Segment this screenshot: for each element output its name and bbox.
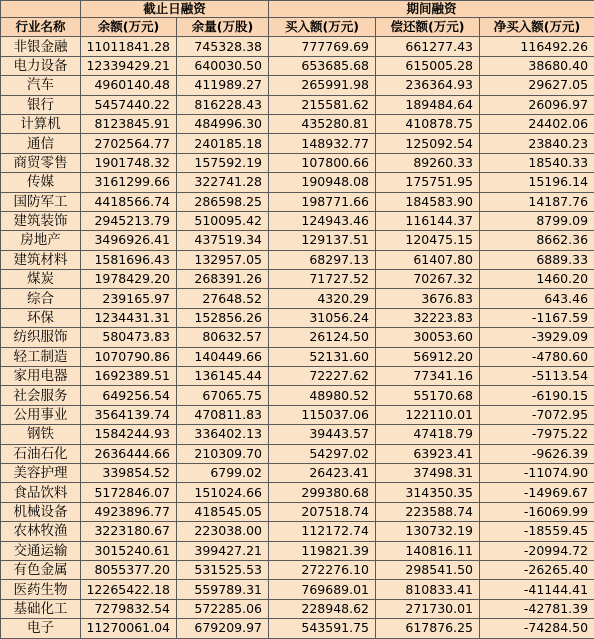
industry-name-cell: 综合 xyxy=(1,289,81,308)
net-buy-cell: 643.46 xyxy=(480,289,594,308)
balance-cell: 1584244.93 xyxy=(81,425,177,444)
buy-amount-cell: 112172.74 xyxy=(269,522,376,541)
shares-cell: 816228.43 xyxy=(177,95,269,114)
industry-name-cell: 有色金属 xyxy=(1,560,81,579)
column-header-balance: 余额(万元) xyxy=(81,18,177,37)
balance-cell: 1901748.32 xyxy=(81,153,177,172)
balance-cell: 649256.54 xyxy=(81,386,177,405)
balance-cell: 239165.97 xyxy=(81,289,177,308)
shares-cell: 336402.13 xyxy=(177,425,269,444)
buy-amount-cell: 48980.52 xyxy=(269,386,376,405)
shares-cell: 411989.27 xyxy=(177,76,269,95)
balance-cell: 1692389.51 xyxy=(81,367,177,386)
industry-name-cell: 医药生物 xyxy=(1,580,81,599)
buy-amount-cell: 4320.29 xyxy=(269,289,376,308)
net-buy-cell: -7975.22 xyxy=(480,425,594,444)
net-buy-cell: 1460.20 xyxy=(480,270,594,289)
industry-name-cell: 通信 xyxy=(1,134,81,153)
industry-name-cell: 钢铁 xyxy=(1,425,81,444)
net-buy-cell: 26096.97 xyxy=(480,95,594,114)
shares-cell: 268391.26 xyxy=(177,270,269,289)
buy-amount-cell: 769689.01 xyxy=(269,580,376,599)
net-buy-cell: -42781.39 xyxy=(480,599,594,618)
shares-cell: 152856.26 xyxy=(177,308,269,327)
header-blank-cell xyxy=(1,1,81,18)
net-buy-cell: -6190.15 xyxy=(480,386,594,405)
repay-amount-cell: 3676.83 xyxy=(376,289,480,308)
buy-amount-cell: 265991.98 xyxy=(269,76,376,95)
industry-name-cell: 计算机 xyxy=(1,114,81,133)
net-buy-cell: 116492.26 xyxy=(480,37,594,56)
repay-amount-cell: 30053.60 xyxy=(376,328,480,347)
net-buy-cell: 8799.09 xyxy=(480,211,594,230)
balance-cell: 3564139.74 xyxy=(81,405,177,424)
buy-amount-cell: 52131.60 xyxy=(269,347,376,366)
shares-cell: 136145.44 xyxy=(177,367,269,386)
shares-cell: 437519.34 xyxy=(177,231,269,250)
repay-amount-cell: 184583.90 xyxy=(376,192,480,211)
net-buy-cell: -7072.95 xyxy=(480,405,594,424)
buy-amount-cell: 190948.08 xyxy=(269,173,376,192)
table-row xyxy=(1,56,594,75)
table-row xyxy=(1,153,594,172)
repay-amount-cell: 55170.68 xyxy=(376,386,480,405)
balance-cell: 1978429.20 xyxy=(81,270,177,289)
shares-cell: 470811.83 xyxy=(177,405,269,424)
repay-amount-cell: 617876.25 xyxy=(376,619,480,638)
table-row xyxy=(1,541,594,560)
header-group-period: 期间融资 xyxy=(269,1,594,18)
industry-name-cell: 公用事业 xyxy=(1,405,81,424)
table-row xyxy=(1,502,594,521)
table-row xyxy=(1,328,594,347)
table-row xyxy=(1,76,594,95)
shares-cell: 418545.05 xyxy=(177,502,269,521)
industry-name-cell: 轻工制造 xyxy=(1,347,81,366)
industry-name-cell: 机械设备 xyxy=(1,502,81,521)
industry-name-cell: 国防军工 xyxy=(1,192,81,211)
buy-amount-cell: 107800.66 xyxy=(269,153,376,172)
shares-cell: 559789.31 xyxy=(177,580,269,599)
shares-cell: 240185.18 xyxy=(177,134,269,153)
industry-name-cell: 环保 xyxy=(1,308,81,327)
buy-amount-cell: 198771.66 xyxy=(269,192,376,211)
net-buy-cell: -41144.41 xyxy=(480,580,594,599)
buy-amount-cell: 26124.50 xyxy=(269,328,376,347)
industry-name-cell: 美容护理 xyxy=(1,463,81,482)
industry-name-cell: 非银金融 xyxy=(1,37,81,56)
table-row xyxy=(1,347,594,366)
buy-amount-cell: 215581.62 xyxy=(269,95,376,114)
industry-name-cell: 农林牧渔 xyxy=(1,522,81,541)
net-buy-cell: 8662.36 xyxy=(480,231,594,250)
buy-amount-cell: 653685.68 xyxy=(269,56,376,75)
balance-cell: 1234431.31 xyxy=(81,308,177,327)
balance-cell: 11011841.28 xyxy=(81,37,177,56)
repay-amount-cell: 189484.64 xyxy=(376,95,480,114)
balance-cell: 3223180.67 xyxy=(81,522,177,541)
repay-amount-cell: 63923.41 xyxy=(376,444,480,463)
repay-amount-cell: 120475.15 xyxy=(376,231,480,250)
balance-cell: 12339429.21 xyxy=(81,56,177,75)
column-header-buy: 买入额(万元) xyxy=(269,18,376,37)
net-buy-cell: -26265.40 xyxy=(480,560,594,579)
buy-amount-cell: 31056.24 xyxy=(269,308,376,327)
repay-amount-cell: 47418.79 xyxy=(376,425,480,444)
buy-amount-cell: 71727.52 xyxy=(269,270,376,289)
table-row xyxy=(1,173,594,192)
net-buy-cell: 23840.23 xyxy=(480,134,594,153)
balance-cell: 12265422.18 xyxy=(81,580,177,599)
table-row xyxy=(1,599,594,618)
repay-amount-cell: 37498.31 xyxy=(376,463,480,482)
balance-cell: 2636444.66 xyxy=(81,444,177,463)
shares-cell: 67065.75 xyxy=(177,386,269,405)
table-header xyxy=(1,1,594,37)
net-buy-cell: 38680.40 xyxy=(480,56,594,75)
industry-name-cell: 食品饮料 xyxy=(1,483,81,502)
table-row xyxy=(1,211,594,230)
balance-cell: 1581696.43 xyxy=(81,250,177,269)
table-row xyxy=(1,134,594,153)
net-buy-cell: -16069.99 xyxy=(480,502,594,521)
shares-cell: 223038.00 xyxy=(177,522,269,541)
balance-cell: 3161299.66 xyxy=(81,173,177,192)
table-row xyxy=(1,405,594,424)
industry-name-cell: 银行 xyxy=(1,95,81,114)
shares-cell: 210309.70 xyxy=(177,444,269,463)
table-row xyxy=(1,37,594,56)
buy-amount-cell: 129137.51 xyxy=(269,231,376,250)
repay-amount-cell: 175751.95 xyxy=(376,173,480,192)
table-row xyxy=(1,463,594,482)
shares-cell: 157592.19 xyxy=(177,153,269,172)
repay-amount-cell: 89260.33 xyxy=(376,153,480,172)
table-row xyxy=(1,289,594,308)
balance-cell: 8123845.91 xyxy=(81,114,177,133)
net-buy-cell: 18540.33 xyxy=(480,153,594,172)
industry-name-cell: 基础化工 xyxy=(1,599,81,618)
industry-name-cell: 纺织服饰 xyxy=(1,328,81,347)
industry-name-cell: 汽车 xyxy=(1,76,81,95)
shares-cell: 745328.38 xyxy=(177,37,269,56)
repay-amount-cell: 615005.28 xyxy=(376,56,480,75)
industry-name-cell: 家用电器 xyxy=(1,367,81,386)
repay-amount-cell: 314350.35 xyxy=(376,483,480,502)
table-row xyxy=(1,114,594,133)
repay-amount-cell: 61407.80 xyxy=(376,250,480,269)
table-row xyxy=(1,522,594,541)
buy-amount-cell: 124943.46 xyxy=(269,211,376,230)
shares-cell: 322741.28 xyxy=(177,173,269,192)
table-row xyxy=(1,308,594,327)
buy-amount-cell: 26423.41 xyxy=(269,463,376,482)
shares-cell: 27648.52 xyxy=(177,289,269,308)
table-row xyxy=(1,386,594,405)
balance-cell: 339854.52 xyxy=(81,463,177,482)
shares-cell: 679209.97 xyxy=(177,619,269,638)
header-columns-row xyxy=(1,18,594,37)
buy-amount-cell: 543591.75 xyxy=(269,619,376,638)
repay-amount-cell: 125092.54 xyxy=(376,134,480,153)
header-group-row xyxy=(1,1,594,18)
table-row xyxy=(1,560,594,579)
repay-amount-cell: 223588.74 xyxy=(376,502,480,521)
net-buy-cell: -4780.60 xyxy=(480,347,594,366)
industry-name-cell: 房地产 xyxy=(1,231,81,250)
balance-cell: 8055377.20 xyxy=(81,560,177,579)
repay-amount-cell: 116144.37 xyxy=(376,211,480,230)
shares-cell: 80632.57 xyxy=(177,328,269,347)
shares-cell: 140449.66 xyxy=(177,347,269,366)
net-buy-cell: -11074.90 xyxy=(480,463,594,482)
buy-amount-cell: 777769.69 xyxy=(269,37,376,56)
shares-cell: 510095.42 xyxy=(177,211,269,230)
buy-amount-cell: 39443.57 xyxy=(269,425,376,444)
repay-amount-cell: 661277.43 xyxy=(376,37,480,56)
repay-amount-cell: 410878.75 xyxy=(376,114,480,133)
balance-cell: 3496926.41 xyxy=(81,231,177,250)
net-buy-cell: -1167.59 xyxy=(480,308,594,327)
buy-amount-cell: 435280.81 xyxy=(269,114,376,133)
column-header-repay: 偿还额(万元) xyxy=(376,18,480,37)
industry-name-cell: 石油石化 xyxy=(1,444,81,463)
buy-amount-cell: 228948.62 xyxy=(269,599,376,618)
table-row xyxy=(1,425,594,444)
table-row xyxy=(1,231,594,250)
net-buy-cell: 29627.05 xyxy=(480,76,594,95)
industry-name-cell: 建筑装饰 xyxy=(1,211,81,230)
table-row xyxy=(1,483,594,502)
buy-amount-cell: 54297.02 xyxy=(269,444,376,463)
repay-amount-cell: 810833.41 xyxy=(376,580,480,599)
balance-cell: 11270061.04 xyxy=(81,619,177,638)
repay-amount-cell: 32223.83 xyxy=(376,308,480,327)
net-buy-cell: -74284.50 xyxy=(480,619,594,638)
repay-amount-cell: 56912.20 xyxy=(376,347,480,366)
table-row xyxy=(1,367,594,386)
net-buy-cell: -20994.72 xyxy=(480,541,594,560)
net-buy-cell: 6889.33 xyxy=(480,250,594,269)
column-header-net-buy: 净买入额(万元) xyxy=(480,18,594,37)
column-header-industry: 行业名称 xyxy=(1,18,81,37)
balance-cell: 2945213.79 xyxy=(81,211,177,230)
header-group-stock: 截止日融资 xyxy=(81,1,269,18)
column-header-shares: 余量(万股) xyxy=(177,18,269,37)
repay-amount-cell: 236364.93 xyxy=(376,76,480,95)
buy-amount-cell: 119821.39 xyxy=(269,541,376,560)
net-buy-cell: -18559.45 xyxy=(480,522,594,541)
table-row xyxy=(1,619,594,638)
repay-amount-cell: 130732.19 xyxy=(376,522,480,541)
balance-cell: 5172846.07 xyxy=(81,483,177,502)
buy-amount-cell: 148932.77 xyxy=(269,134,376,153)
repay-amount-cell: 271730.01 xyxy=(376,599,480,618)
net-buy-cell: -9626.39 xyxy=(480,444,594,463)
balance-cell: 3015240.61 xyxy=(81,541,177,560)
net-buy-cell: -14969.67 xyxy=(480,483,594,502)
buy-amount-cell: 115037.06 xyxy=(269,405,376,424)
table-row xyxy=(1,250,594,269)
industry-name-cell: 建筑材料 xyxy=(1,250,81,269)
repay-amount-cell: 298541.50 xyxy=(376,560,480,579)
shares-cell: 399427.21 xyxy=(177,541,269,560)
buy-amount-cell: 68297.13 xyxy=(269,250,376,269)
net-buy-cell: 15196.14 xyxy=(480,173,594,192)
industry-name-cell: 煤炭 xyxy=(1,270,81,289)
net-buy-cell: 24402.06 xyxy=(480,114,594,133)
industry-name-cell: 交通运输 xyxy=(1,541,81,560)
table-row xyxy=(1,444,594,463)
buy-amount-cell: 272276.10 xyxy=(269,560,376,579)
balance-cell: 4418566.74 xyxy=(81,192,177,211)
net-buy-cell: -3929.09 xyxy=(480,328,594,347)
shares-cell: 572285.06 xyxy=(177,599,269,618)
shares-cell: 484996.30 xyxy=(177,114,269,133)
repay-amount-cell: 122110.01 xyxy=(376,405,480,424)
repay-amount-cell: 140816.11 xyxy=(376,541,480,560)
buy-amount-cell: 207518.74 xyxy=(269,502,376,521)
balance-cell: 5457440.22 xyxy=(81,95,177,114)
table-body xyxy=(1,37,594,638)
shares-cell: 151024.66 xyxy=(177,483,269,502)
industry-name-cell: 电子 xyxy=(1,619,81,638)
table-row xyxy=(1,192,594,211)
balance-cell: 2702564.77 xyxy=(81,134,177,153)
shares-cell: 640030.50 xyxy=(177,56,269,75)
shares-cell: 6799.02 xyxy=(177,463,269,482)
buy-amount-cell: 72227.62 xyxy=(269,367,376,386)
balance-cell: 580473.83 xyxy=(81,328,177,347)
table-row xyxy=(1,95,594,114)
buy-amount-cell: 299380.68 xyxy=(269,483,376,502)
table-row xyxy=(1,580,594,599)
repay-amount-cell: 70267.32 xyxy=(376,270,480,289)
net-buy-cell: 14187.76 xyxy=(480,192,594,211)
net-buy-cell: -5113.54 xyxy=(480,367,594,386)
balance-cell: 4960140.48 xyxy=(81,76,177,95)
industry-name-cell: 社会服务 xyxy=(1,386,81,405)
industry-name-cell: 电力设备 xyxy=(1,56,81,75)
balance-cell: 7279832.54 xyxy=(81,599,177,618)
shares-cell: 286598.25 xyxy=(177,192,269,211)
shares-cell: 531525.53 xyxy=(177,560,269,579)
industry-name-cell: 商贸零售 xyxy=(1,153,81,172)
table-row xyxy=(1,270,594,289)
repay-amount-cell: 77341.16 xyxy=(376,367,480,386)
balance-cell: 1070790.86 xyxy=(81,347,177,366)
shares-cell: 132957.05 xyxy=(177,250,269,269)
balance-cell: 4923896.77 xyxy=(81,502,177,521)
industry-name-cell: 传媒 xyxy=(1,173,81,192)
